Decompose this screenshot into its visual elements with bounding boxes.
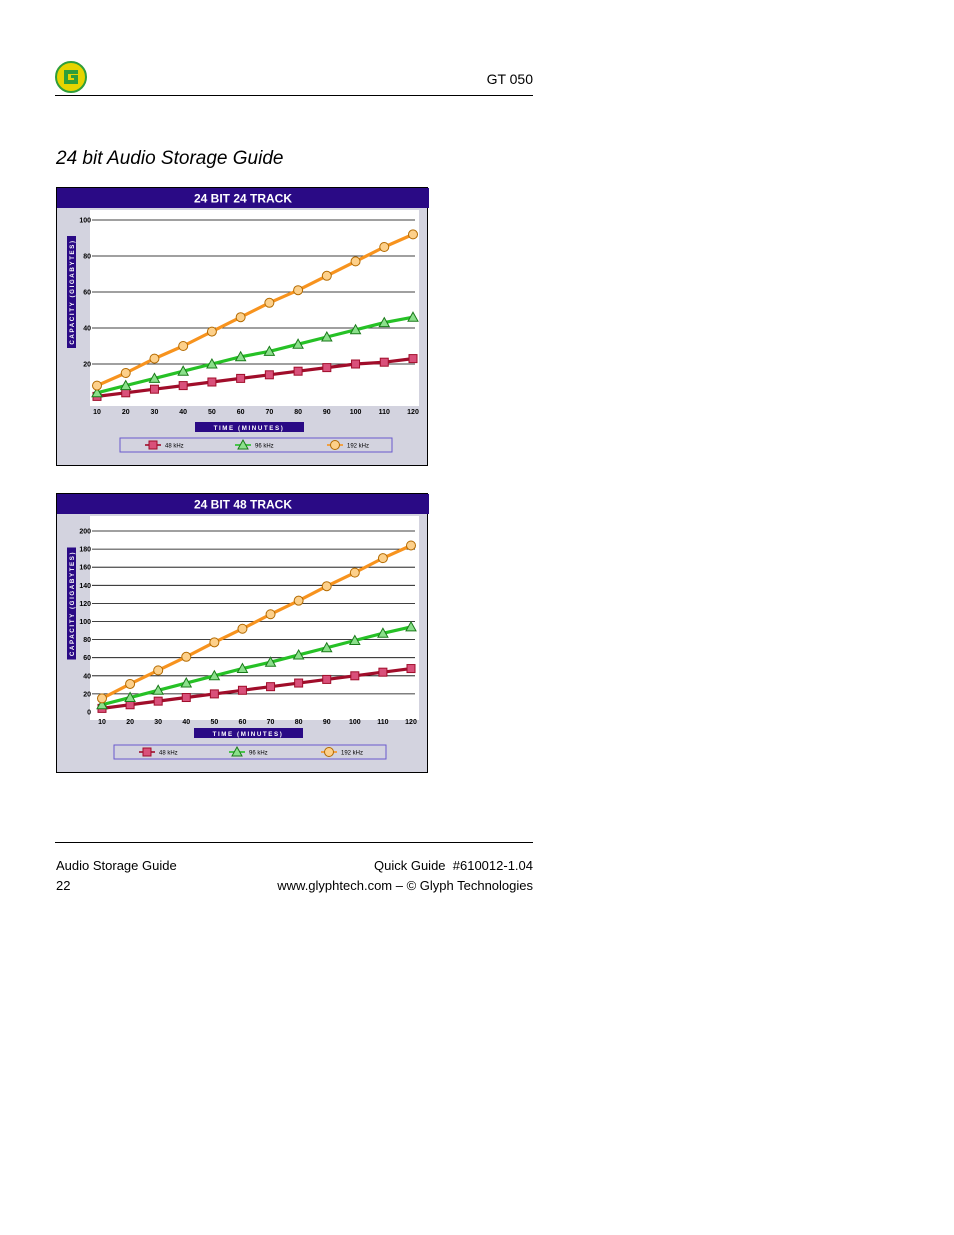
data-point <box>265 371 273 379</box>
x-tick-label: 30 <box>154 719 163 726</box>
x-tick-label: 80 <box>294 409 302 416</box>
x-tick-label: 90 <box>322 719 331 726</box>
page-title: 24 bit Audio Storage Guide <box>56 148 284 169</box>
glyph-logo-icon <box>55 61 87 93</box>
legend-marker <box>331 441 340 450</box>
data-point <box>322 582 331 591</box>
y-tick-label: 160 <box>79 564 91 572</box>
footer-rule <box>55 842 533 843</box>
x-tick-label: 120 <box>405 719 417 726</box>
data-point <box>322 271 331 280</box>
footer-website: www.glyphtech.com – © Glyph Technologies <box>277 878 533 893</box>
legend-marker <box>143 748 151 756</box>
y-axis-label: CAPACITY (GIGABYTES) <box>69 550 76 657</box>
chart-24-track-svg <box>57 188 429 467</box>
data-point <box>154 666 163 675</box>
x-tick-label: 110 <box>377 719 389 726</box>
legend-label: 48 kHz <box>165 443 184 450</box>
y-tick-label: 0 <box>87 709 91 717</box>
data-point <box>238 624 247 633</box>
y-tick-label: 80 <box>83 637 91 645</box>
y-tick-label: 200 <box>79 528 91 536</box>
x-tick-label: 100 <box>348 719 361 726</box>
y-tick-label: 120 <box>79 600 91 608</box>
legend-label: 192 kHz <box>347 443 370 450</box>
x-tick-label: 50 <box>208 409 216 416</box>
legend-marker <box>149 441 157 449</box>
data-point <box>208 378 216 386</box>
data-point <box>267 683 275 691</box>
chart-48-track-svg <box>57 494 429 774</box>
data-point <box>352 360 360 368</box>
data-point <box>380 243 389 252</box>
data-point <box>179 342 188 351</box>
data-point <box>407 541 416 550</box>
y-tick-label: 40 <box>83 325 91 333</box>
x-tick-label: 110 <box>378 409 390 416</box>
data-point <box>351 672 359 680</box>
data-point <box>98 694 107 703</box>
y-axis-label: CAPACITY (GIGABYTES) <box>69 239 76 345</box>
data-point <box>294 367 302 375</box>
data-point <box>93 381 102 390</box>
x-axis-label: TIME (MINUTES) <box>213 425 285 432</box>
data-point <box>210 638 219 647</box>
data-point <box>126 679 135 688</box>
data-point <box>294 596 303 605</box>
data-point <box>351 257 360 266</box>
legend-label: 96 kHz <box>255 443 274 450</box>
legend-label: 48 kHz <box>159 750 178 757</box>
data-point <box>380 358 388 366</box>
x-tick-label: 100 <box>349 409 362 416</box>
x-tick-label: 70 <box>265 409 274 416</box>
data-point <box>409 355 417 363</box>
data-point <box>409 230 418 239</box>
data-point <box>182 652 191 661</box>
data-point <box>266 610 275 619</box>
data-point <box>182 694 190 702</box>
x-tick-label: 10 <box>98 719 106 726</box>
data-point <box>207 327 216 336</box>
x-tick-label: 40 <box>179 409 188 416</box>
data-point <box>150 385 158 393</box>
legend-label: 96 kHz <box>249 750 268 757</box>
footer-guide-title: Audio Storage Guide <box>56 858 177 873</box>
y-tick-label: 20 <box>83 361 91 369</box>
x-tick-label: 90 <box>322 409 331 416</box>
y-tick-label: 100 <box>79 217 91 225</box>
y-tick-label: 60 <box>83 655 91 663</box>
data-point <box>210 690 218 698</box>
y-tick-label: 40 <box>83 673 91 681</box>
x-tick-label: 80 <box>294 719 303 726</box>
header-rule <box>55 95 533 96</box>
data-point <box>237 374 245 382</box>
data-point <box>379 668 387 676</box>
chart-48-track <box>56 493 428 773</box>
x-tick-label: 70 <box>266 719 275 726</box>
data-point <box>121 369 130 378</box>
data-point <box>265 298 274 307</box>
data-point <box>236 313 245 322</box>
x-tick-label: 60 <box>238 719 247 726</box>
x-tick-label: 60 <box>236 409 245 416</box>
data-point <box>378 554 387 563</box>
x-tick-label: 30 <box>150 409 159 416</box>
data-point <box>350 568 359 577</box>
x-tick-label: 20 <box>121 409 130 416</box>
y-axis-label-group <box>67 548 76 660</box>
x-tick-label: 120 <box>407 409 419 416</box>
chart-title: 24 BIT 48 TRACK <box>193 497 293 512</box>
chart-24-track <box>56 187 428 466</box>
x-tick-label: 10 <box>93 409 101 416</box>
x-tick-label: 20 <box>126 719 134 726</box>
data-point <box>295 679 303 687</box>
chart-title: 24 BIT 24 TRACK <box>193 191 293 206</box>
y-tick-label: 100 <box>79 619 91 626</box>
data-point <box>154 697 162 705</box>
y-tick-label: 140 <box>79 582 91 590</box>
data-point <box>150 354 159 363</box>
x-tick-label: 50 <box>210 719 219 726</box>
data-point <box>323 364 331 372</box>
data-point <box>323 675 331 683</box>
footer-document-number: Quick Guide #610012-1.04 <box>374 858 533 873</box>
x-axis-label: TIME (MINUTES) <box>212 731 284 738</box>
model-number: GT 050 <box>486 71 533 87</box>
x-tick-label: 40 <box>182 719 191 726</box>
legend-marker <box>325 748 334 757</box>
data-point <box>294 286 303 295</box>
legend-label: 192 kHz <box>341 750 364 757</box>
y-axis-label-group <box>67 236 76 348</box>
y-tick-label: 180 <box>79 546 91 554</box>
data-point <box>179 382 187 390</box>
page-number: 22 <box>56 878 71 893</box>
y-tick-label: 60 <box>83 289 91 297</box>
y-tick-label: 80 <box>83 253 91 261</box>
y-tick-label: 20 <box>83 691 91 699</box>
data-point <box>238 686 246 694</box>
data-point <box>407 665 415 673</box>
